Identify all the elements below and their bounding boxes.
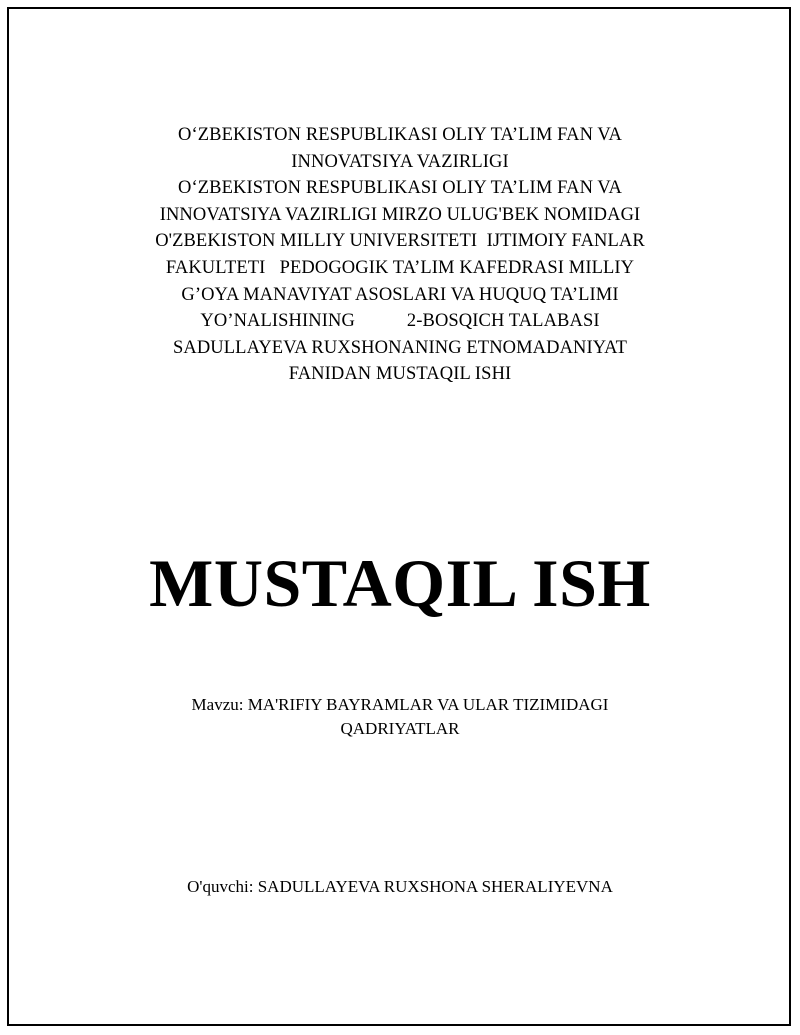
header-line: O‘ZBEKISTON RESPUBLIKASI OLIY TA’LIM FAN VA <box>178 125 622 145</box>
header-line: INNOVATSIYA VAZIRLIGI MIRZO ULUG'BEK NOMIDAGI <box>159 204 641 225</box>
header-line: O‘ZBEKISTON RESPUBLIKASI OLIY TA’LIM FAN VA <box>178 178 622 199</box>
student-name: O'quvchi: SADULLAYEVA RUXSHONA SHERALIYEVNA <box>187 877 613 896</box>
header-line: INNOVATSIYA VAZIRLIGI <box>291 151 509 172</box>
header-line: O'ZBEKISTON MILLIY UNIVERSITETI IJTIMOIY FANLAR <box>155 231 645 252</box>
header-line: YO’NALISHINING 2-BOSQICH TALABASI <box>200 311 600 332</box>
header-line: FANIDAN MUSTAQIL ISHI <box>288 364 512 385</box>
header-line: G’OYA MANAVIYAT ASOSLARI VA HUQUQ TA’LIMI <box>181 284 619 305</box>
topic-line: Mavzu: MA'RIFIY BAYRAMLAR VA ULAR TIZIMIDAGI <box>191 695 609 714</box>
header-line: FAKULTETI PEDOGOGIK TA’LIM KAFEDRASI MILLIY <box>165 257 635 278</box>
document-title: MUSTAQIL ISH <box>149 545 651 621</box>
institution-header <box>60 122 740 388</box>
header-line: SADULLAYEVA RUXSHONANING ETNOMADANIYAT <box>173 337 627 358</box>
topic-block <box>100 693 700 741</box>
topic-line: QADRIYATLAR <box>340 719 460 738</box>
